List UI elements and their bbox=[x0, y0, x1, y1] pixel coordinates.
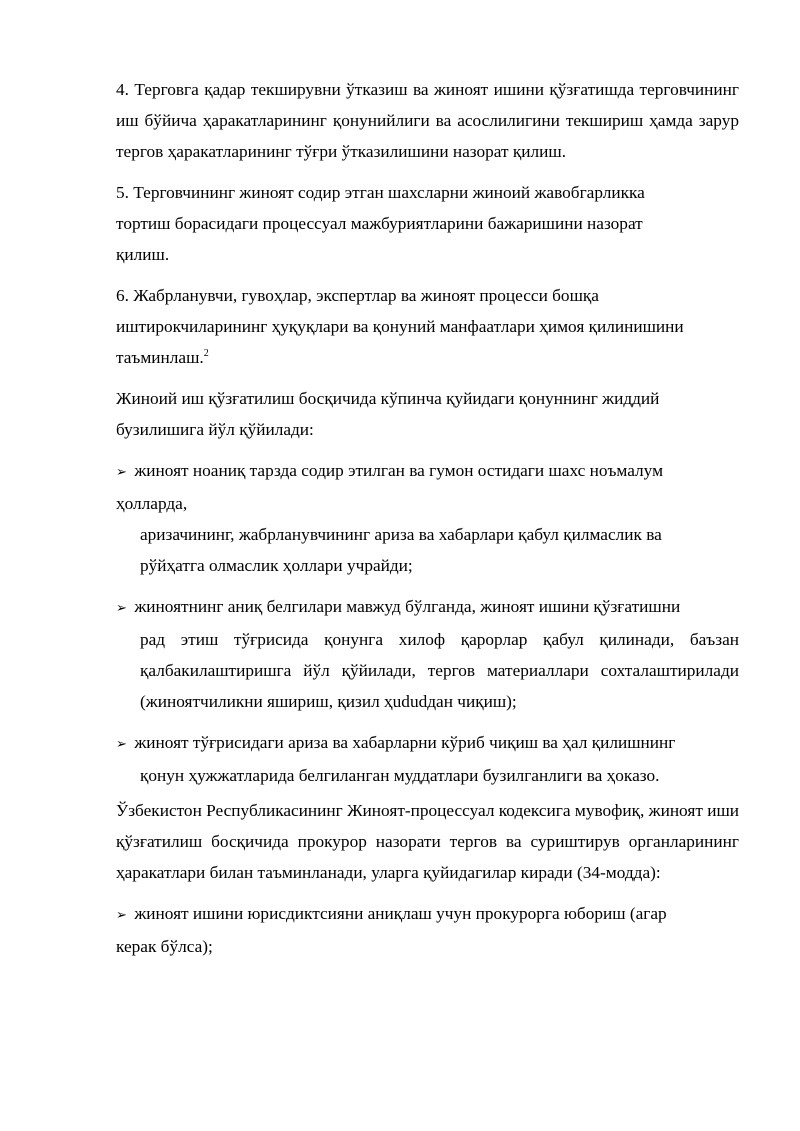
bullet-2-text: жиноятнинг аниқ белгилари мавжуд бўлганда, жиноят ишини қўзғатишни bbox=[134, 597, 681, 616]
bullet-3-line-2: қонун ҳужжатларида белгиланган муддатлари бузилганлиги ва ҳоказо. bbox=[140, 766, 660, 785]
footnote-ref: 2 bbox=[203, 348, 209, 360]
arrow-bullet-icon: ➢ bbox=[116, 465, 127, 480]
bullet-4-text: жиноят ишини юрисдиктсияни аниқлаш учун прокурорга юбориш (агар bbox=[134, 904, 667, 923]
paragraph-item-5-line-2: тортиш борасидаги процессуал мажбуриятларини бажаришини назорат bbox=[116, 214, 643, 233]
arrow-bullet-icon: ➢ bbox=[116, 601, 127, 616]
paragraph-item-5-line-1: 5. Терговчининг жиноят содир этган шахсларни жиноий жавобгарликка bbox=[116, 183, 645, 202]
arrow-bullet-icon: ➢ bbox=[116, 908, 127, 923]
bullet-4-line-2: керак бўлса); bbox=[116, 937, 213, 956]
intro-line-2: бузилишига йўл қўйилади: bbox=[116, 420, 314, 439]
bullet-4-line-1 bbox=[116, 898, 739, 931]
bullet-1-line-1 bbox=[116, 455, 739, 488]
paragraph-item-6-line-3 bbox=[116, 342, 739, 373]
bullet-1-line-2: ҳолларда, bbox=[116, 494, 188, 513]
bullet-1-line-4: рўйҳатга олмаслик ҳоллари учрайди; bbox=[140, 556, 413, 575]
bullet-3-text: жиноят тўғрисидаги ариза ва хабарларни кўриб чиқиш ва ҳал қилишнинг bbox=[134, 733, 676, 752]
paragraph-code-article: Ўзбекистон Республикасининг Жиноят-процессуал кодексига мувофиқ, жиноят иши қўзғатилиш босқичида прокурор назорати тергов ва суриштирув органларининг ҳаракатлари билан таъминланади, уларга қуйидагилар киради (34-модда): bbox=[116, 801, 739, 882]
bullet-1-line-3: аризачининг, жабрланувчининг ариза ва хабарлари қабул қилмаслик ва bbox=[140, 525, 662, 544]
paragraph-item-6-line-2: иштирокчиларининг ҳуқуқлари ва қонуний манфаатлари ҳимоя қилинишини bbox=[116, 317, 684, 336]
bullet-2-line-1 bbox=[116, 591, 739, 624]
paragraph-item-6-text: таъминлаш. bbox=[116, 348, 204, 367]
paragraph-item-6-line-1: 6. Жабрланувчи, гувоҳлар, экспертлар ва жиноят процесси бошқа bbox=[116, 286, 599, 305]
bullet-2-rest: рад этиш тўғрисида қонунга хилоф қарорлар қабул қилинади, баъзан қалбакилаштиришга йўл қўйилади, тергов материаллари сохталаштирилади (жиноятчиликни яшириш, қизил ҳududдан чиқиш); bbox=[140, 630, 739, 711]
arrow-bullet-icon: ➢ bbox=[116, 737, 127, 752]
paragraph-item-4: 4. Терговга қадар текширувни ўтказиш ва жиноят ишини қўзғатишда терговчининг иш бўйича ҳаракатларининг қонунийлиги ва асослилигини текшириш ҳамда зарур тергов ҳаракатларининг тўғри ўтказилишини назорат қилиш. bbox=[116, 80, 739, 161]
bullet-1-text: жиноят ноаниқ тарзда содир этилган ва гумон остидаги шахс ноъмалум bbox=[134, 461, 664, 480]
document-body bbox=[116, 74, 739, 962]
intro-line-1: Жиноий иш қўзғатилиш босқичида кўпинча қуйидаги қонуннинг жиддий bbox=[116, 389, 660, 408]
bullet-3-line-1 bbox=[116, 727, 739, 760]
paragraph-item-5-line-3: қилиш. bbox=[116, 245, 170, 264]
